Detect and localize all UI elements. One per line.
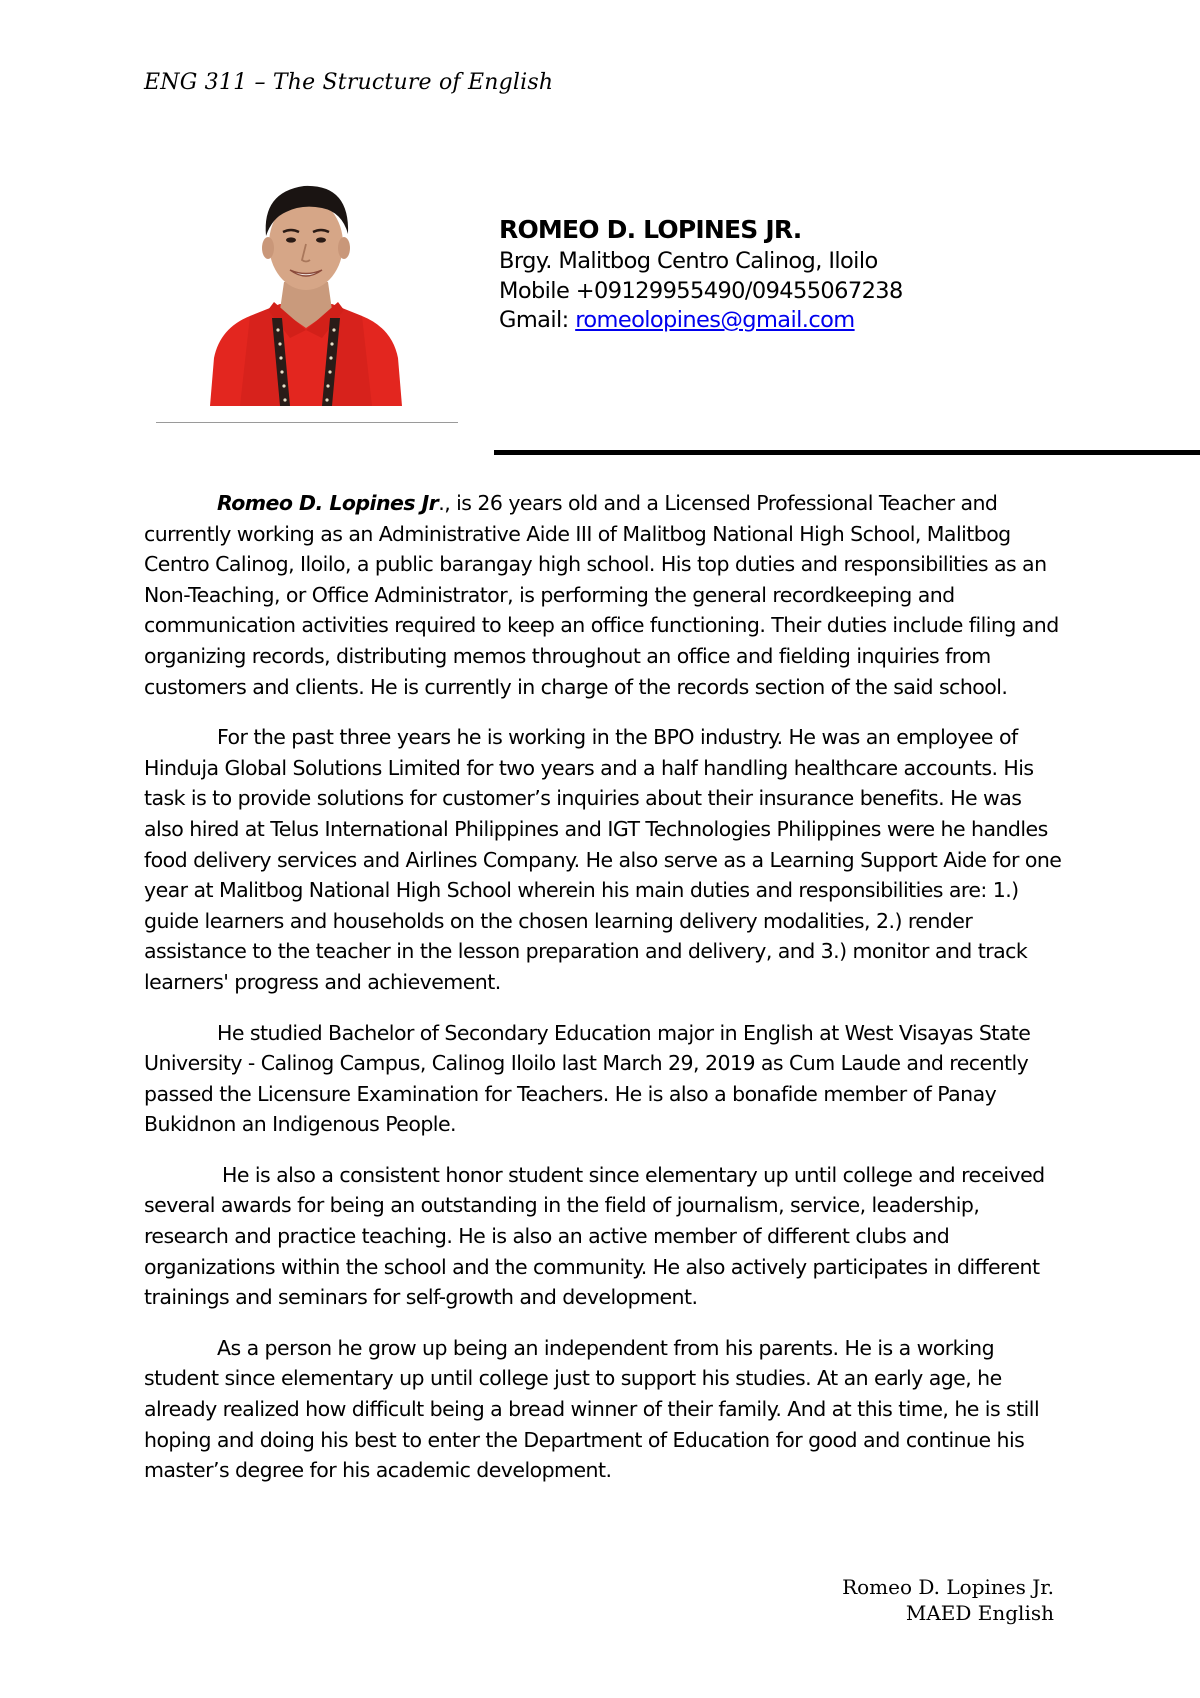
profile-email-row — [499, 306, 903, 336]
photo-underline — [156, 422, 458, 423]
signature-footer — [842, 1574, 1054, 1626]
profile-address: Brgy. Malitbog Centro Calinog, Iloilo — [499, 248, 878, 274]
paragraph-5: As a person he grow up being an independent from his parents. He is a working student since elementary up until college just to support his studies. At an early age, he already realized how difficult being a bread winner of their family. And at this time, he is still hoping and doing his best to enter the Department of Education for good and continue his master’s degree for his academic development. — [144, 1335, 1040, 1483]
footer-degree: MAED English — [905, 1601, 1054, 1625]
bio-subject-name: Romeo D. Lopines Jr — [217, 491, 439, 515]
email-link[interactable]: romeolopines@gmail.com — [575, 307, 855, 333]
profile-name: ROMEO D. LOPINES JR. — [499, 215, 802, 244]
paragraph-2: For the past three years he is working in the BPO industry. He was an employee of Hinduja Global Solutions Limited for two years and a half handling healthcare accounts. His task is to provide solutions for customer’s inquiries about their insurance benefits. He was also hired at Telus International Philippines and IGT Technologies Philippines were he handles food delivery services and Airlines Company. He also serve as a Learning Support Aide for one year at Malitbog National High School wherein his main duties and responsibilities are: 1.) guide learners and households on the chosen learning delivery modalities, 2.) render assistance to the teacher in the lesson preparation and delivery, and 3.) monitor and track learners' progress and achievement. — [144, 725, 1062, 994]
paragraph-3: He studied Bachelor of Secondary Education major in English at West Visayas State University - Calinog Campus, Calinog Iloilo last March 29, 2019 as Cum Laude and recently passed the Licensure Examination for Teachers. He is also a bonafide member of Panay Bukidnon an Indigenous People. — [144, 1020, 1031, 1137]
header-divider — [494, 450, 1200, 455]
paragraph-1 — [144, 488, 1064, 702]
course-header: ENG 311 – The Structure of English — [144, 70, 554, 95]
footer-name: Romeo D. Lopines Jr. — [842, 1575, 1054, 1599]
biography-text — [144, 488, 1064, 1506]
profile-photo — [210, 178, 402, 406]
contact-block — [499, 213, 903, 336]
profile-mobile: Mobile +09129955490/09455067238 — [499, 277, 903, 304]
paragraph-4: He is also a consistent honor student since elementary up until college and received several awards for being an outstanding in the field of journalism, service, leadership, research and practice teaching. He is also an active member of different clubs and organizations within the school and the community. He also actively participates in different trainings and seminars for self-growth and development. — [144, 1162, 1045, 1310]
paragraph-1-text: ., is 26 years old and a Licensed Professional Teacher and currently working as an Administrative Aide III of Malitbog National High School, Malitbog Centro Calinog, Iloilo, a public barangay high school. His top duties and responsibilities as an Non-Teaching, or Office Administrator, is performing the general recordkeeping and communication activities required to keep an office functioning. Their duties include filing and organizing records, distributing memos throughout an office and fielding inquiries from customers and clients. He is currently in charge of the records section of the said school. — [144, 491, 1059, 699]
email-label: Gmail: — [499, 307, 576, 333]
